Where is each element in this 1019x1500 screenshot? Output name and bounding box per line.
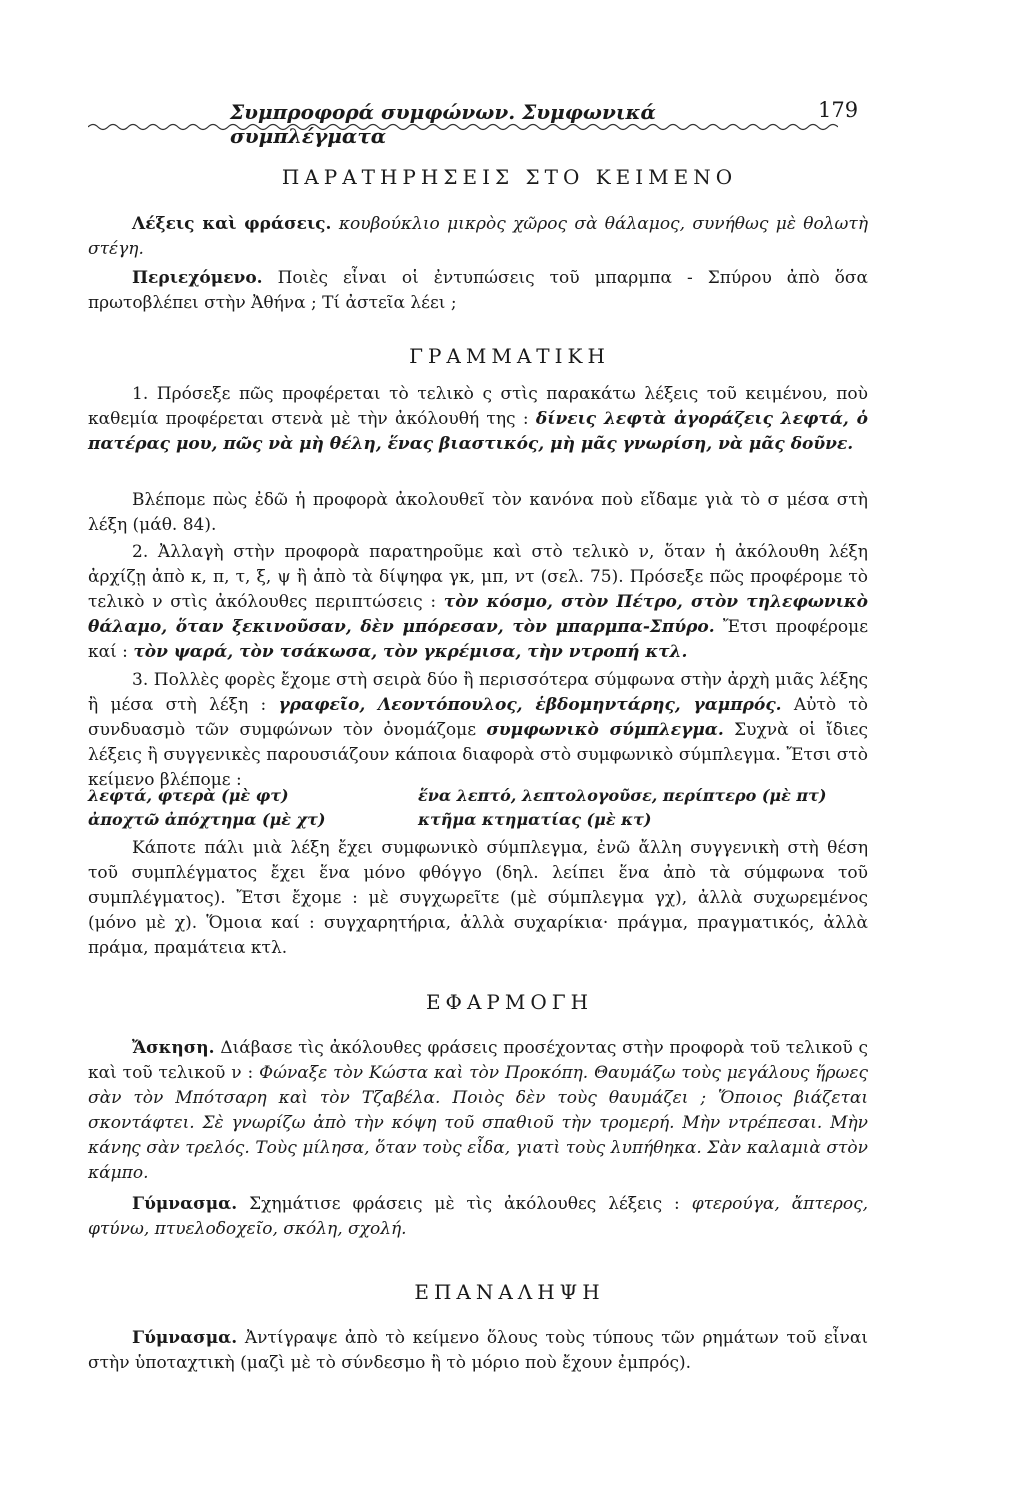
words-phrases-paragraph (88, 212, 868, 262)
content-paragraph (88, 266, 868, 316)
section-heading-application: ΕΦΑΡΜΟΓΗ (425, 990, 594, 1014)
grammar-point-3 (88, 668, 868, 793)
example-left: ἀποχτῶ ἀπόχτημα (μὲ χτ) (88, 810, 326, 829)
exercise-sentences: Φώναξε τὸν Κώστα καὶ τὸν Προκόπη. Θαυμάζω τοὺς μεγάλους ἥρωες σὰν τὸν Μπότσαρη καὶ τὸν Τζαβέλα. Ποιὸς δὲν τοὺς θαυμάζει ; Ὅποιος βιάζεται σκοντάφτει. Σὲ γνωρίζω ἀπὸ τὴν κόψη τοῦ σπαθιοῦ τὴν τρομερή. Μὴν ντρέπεσαι. Μὴν κάνης σὰν τρελός. Τοὺς μίλησα, ὅταν τοὺς εἶδα, γιατὶ τοὺς λυπήθηκα. Σὰν καλαμιὰ στὸν κάμπο. (88, 1063, 868, 1183)
grammar-p4-tail: Αὐτὸ τὸ συνδυασμὸ τῶν συμφώνων τὸν ὀνομάζομε (88, 695, 869, 740)
grammar-p3-text: 2. Ἀλλαγὴ στὴν προφορὰ παρατηροῦμε καὶ στὸ τελικὸ ν, ὅταν ἡ ἀκόλουθη λέξη ἀρχίζῃ ἀπὸ κ, π, τ, ξ, ψ ἢ ἀπὸ τὰ δίψηφα γκ, μπ, ντ (σελ. 75). Πρόσεξε πῶς προφέρομε τὸ τελικὸ ν στὶς ἀκόλουθες περιπτώσεις : (88, 542, 868, 612)
section-heading-observations: ΠΑΡΑΤΗΡΗΣΕΙΣ ΣΤΟ ΚΕΙΜΕΝΟ (281, 165, 738, 189)
grammar-p5-text: Κάποτε πάλι μιὰ λέξη ἔχει συμφωνικὸ σύμπλεγμα, ἐνῶ ἄλλη συγγενικὴ στὴ θέση τοῦ συμπλέγματος ἔχει ἕνα μόνο φθόγγο (δηλ. λείπει ἕνα ἀπὸ τὰ σύμφωνα τοῦ συμπλέγματος). Ἔτσι ἔχομε : μὲ συγχωρεῖτε (μὲ σύμπλεγμα γχ), ἀλλὰ συχωρεμένος (μόνο μὲ χ). Ὅμοια καί : συγχαρητήρια, ἀλλὰ συχαρίκια· πράγμα, πραγματικός, ἀλλὰ πράμα, πραμάτεια κτλ. (88, 838, 868, 958)
example-right: ἕνα λεπτό, λεπτολογοῦσε, περίπτερο (μὲ πτ) (418, 786, 827, 805)
exercise-text: Διάβασε τὶς ἀκόλουθες φράσεις προσέχοντας στὴν προφορὰ τοῦ τελικοῦ ς καὶ τοῦ τελικοῦ ν : (88, 1038, 868, 1083)
section-heading-review: ΕΠΑΝΑΛΗΨΗ (414, 1280, 605, 1304)
grammar-p4-tail2: Συχνὰ οἱ ἴδιες λέξεις ἢ συγγενικὲς παρουσιάζουν κάποια διαφορὰ στὸ συμφωνικὸ σύμπλεγμα. Ἔτσι στὸ κείμενο βλέπομε : (88, 720, 869, 790)
content-label: Περιεχόμενο. (132, 268, 263, 288)
section-heading-grammar: ΓΡΑΜΜΑΤΙΚΗ (409, 344, 610, 368)
running-title: Συμπροφορά συμφώνων. Συμφωνικά συμπλέγματα (230, 100, 656, 148)
grammar-p4-examples: γραφεῖο, Λεοντόπουλος, ἑβδομηντάρης, γαμπρός. (278, 695, 782, 715)
grammar-point-2 (88, 540, 868, 665)
review-gymnasma-label: Γύμνασμα. (132, 1328, 238, 1348)
grammar-point-4 (88, 836, 868, 961)
grammar-p2-text: Βλέπομε πὼς ἐδῶ ἡ προφορὰ ἀκολουθεῖ τὸν κανόνα ποὺ εἴδαμε γιὰ τὸ σ μέσα στὴ λέξη (μάθ. 84). (88, 490, 868, 535)
words-label: Λέξεις καὶ φράσεις. (132, 214, 332, 234)
grammar-p3-examples: τὸν κόσμο, στὸν Πέτρο, στὸν τηλεφωνικὸ θάλαμο, ὅταν ξεκινοῦσαν, δὲν μπόρεσαν, τὸν μπαρμπα-Σπύρο. (88, 592, 868, 637)
wavy-rule (88, 120, 838, 134)
grammar-p4-term: συμφωνικὸ σύμπλεγμα. (486, 720, 724, 740)
gymnasma-words: φτερούγα, ἄπτερος, φτύνω, πτυελοδοχεῖο, σκόλη, σχολή. (88, 1194, 868, 1239)
gymnasma-paragraph (88, 1192, 868, 1242)
example-right: κτῆμα κτηματίας (μὲ κτ) (418, 810, 652, 829)
grammar-p1-text: 1. Πρόσεξε πῶς προφέρεται τὸ τελικὸ ς στὶς παρακάτω λέξεις τοῦ κειμένου, ποὺ καθεμία προφέρεται στενὰ μὲ τὴν ἀκόλουθή της : (88, 384, 868, 429)
exercise-label: Ἄσκηση. (132, 1038, 215, 1058)
gymnasma-label: Γύμνασμα. (132, 1194, 238, 1214)
grammar-p3b-lead: Ἔτσι προφέρομε καί : (88, 617, 868, 662)
grammar-point-1 (88, 382, 868, 457)
grammar-p3b-examples: τὸν ψαρά, τὸν τσάκωσα, τὸν γκρέμισα, τὴν ντροπή κτλ. (133, 642, 688, 662)
grammar-note (88, 488, 868, 538)
review-gymnasma-text: Ἀντίγραψε ἀπὸ τὸ κείμενο ὅλους τοὺς τύπους τῶν ρημάτων τοῦ εἶναι στὴν ὑποταχτικὴ (μαζὶ μὲ τὸ σύνδεσμο ἢ τὸ μόριο ποὺ ἔχουν ἐμπρός). (88, 1328, 869, 1373)
content-text: Ποιὲς εἶναι οἱ ἐντυπώσεις τοῦ μπαρμπα - Σπύρου ἀπὸ ὅσα πρωτοβλέπει στὴν Ἀθήνα ; Τί ἀστεῖα λέει ; (88, 268, 868, 313)
grammar-p1-examples: δίνεις λεφτὰ ἀγοράζεις λεφτά, ὁ πατέρας μου, πῶς νὰ μὴ θέλη, ἕνας βιαστικός, μὴ μᾶς γνωρίση, νὰ μᾶς δοῦνε. (88, 409, 869, 454)
review-paragraph (88, 1326, 868, 1376)
page-number: 179 (818, 98, 859, 122)
words-text: κουβούκλιο μικρὸς χῶρος σὰ θάλαμος, συνήθως μὲ θολωτὴ στέγη. (88, 214, 869, 259)
grammar-p4-text: 3. Πολλὲς φορὲς ἔχομε στὴ σειρὰ δύο ἢ περισσότερα σύμφωνα στὴν ἀρχὴ μιᾶς λέξης ἢ μέσα στὴ λέξη : (88, 670, 868, 715)
exercise-paragraph (88, 1036, 868, 1186)
example-left: λεφτά, φτερὰ (μὲ φτ) (88, 786, 289, 805)
gymnasma-text: Σχημάτισε φράσεις μὲ τὶς ἀκόλουθες λέξεις : (249, 1194, 680, 1214)
